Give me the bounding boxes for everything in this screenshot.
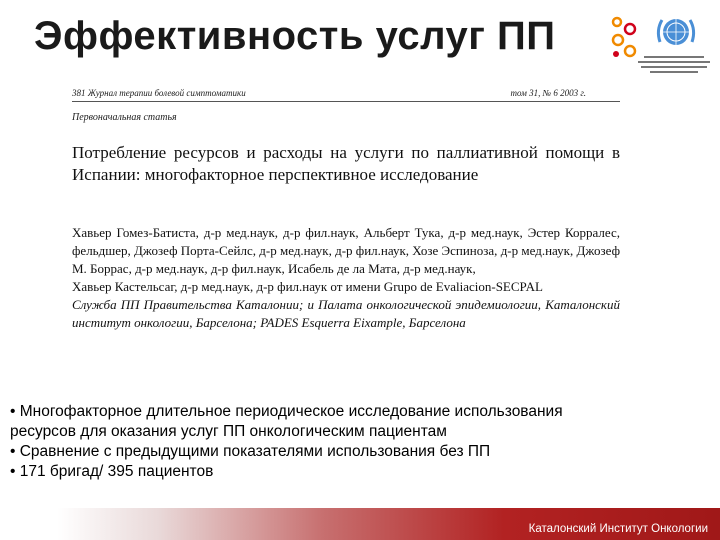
bullet-line: • Сравнение с предыдущими показателями использования без ПП (10, 443, 491, 460)
author-group: Хавьер Кастельсаг, д-р мед.наук, д-р фил.наук от имени Grupo de Evaliacion-SECPAL (72, 279, 543, 294)
bullet-line: • Многофакторное длительное периодическое исследование использования (10, 403, 563, 420)
journal-name: 381 Журнал терапии болевой симптоматики (72, 88, 246, 98)
article-authors-block (72, 224, 620, 332)
journal-volume: том 31, № 6 2003 г. (510, 88, 586, 98)
dots-logo-icon (608, 16, 644, 60)
slide-title: Эффективность услуг ПП (34, 14, 556, 58)
article-section: Первоначальная статья (72, 112, 177, 123)
journal-header (72, 88, 620, 102)
un-emblem-icon (654, 12, 698, 52)
summary-bullets (10, 402, 715, 482)
author-affiliation: Служба ПП Правительства Каталонии; и Палата онкологической эпидемиологии, Каталонский институт онкологии, Барселона; PADES Esquerra Eixample, Барселона (72, 297, 620, 330)
author-list: Хавьер Гомез-Батиста, д-р мед.наук, д-р фил.наук, Альберт Тука, д-р мед.наук, Эстер Корралес, фельдшер, Джозеф Порта-Сейлс, д-р мед.наук, д-р фил.наук, Хозе Эспиноза, д-р мед.наук, Джозеф М. Боррас, д-р мед.наук, д-р фил.наук, Исабель де ла Мата, д-р мед.наук, (72, 225, 620, 276)
article-title: Потребление ресурсов и расходы на услуги по паллиативной помощи в Испании: многофакторное перспективное исследование (72, 143, 620, 184)
bullet-line: ресурсов для оказания услуг ПП онкологическим пациентам (10, 423, 447, 440)
un-emblem-caption (636, 56, 712, 84)
bullet-line: • 171 бригад/ 395 пациентов (10, 463, 214, 480)
footer-institute: Каталонский Институт Онкологии (528, 523, 708, 535)
